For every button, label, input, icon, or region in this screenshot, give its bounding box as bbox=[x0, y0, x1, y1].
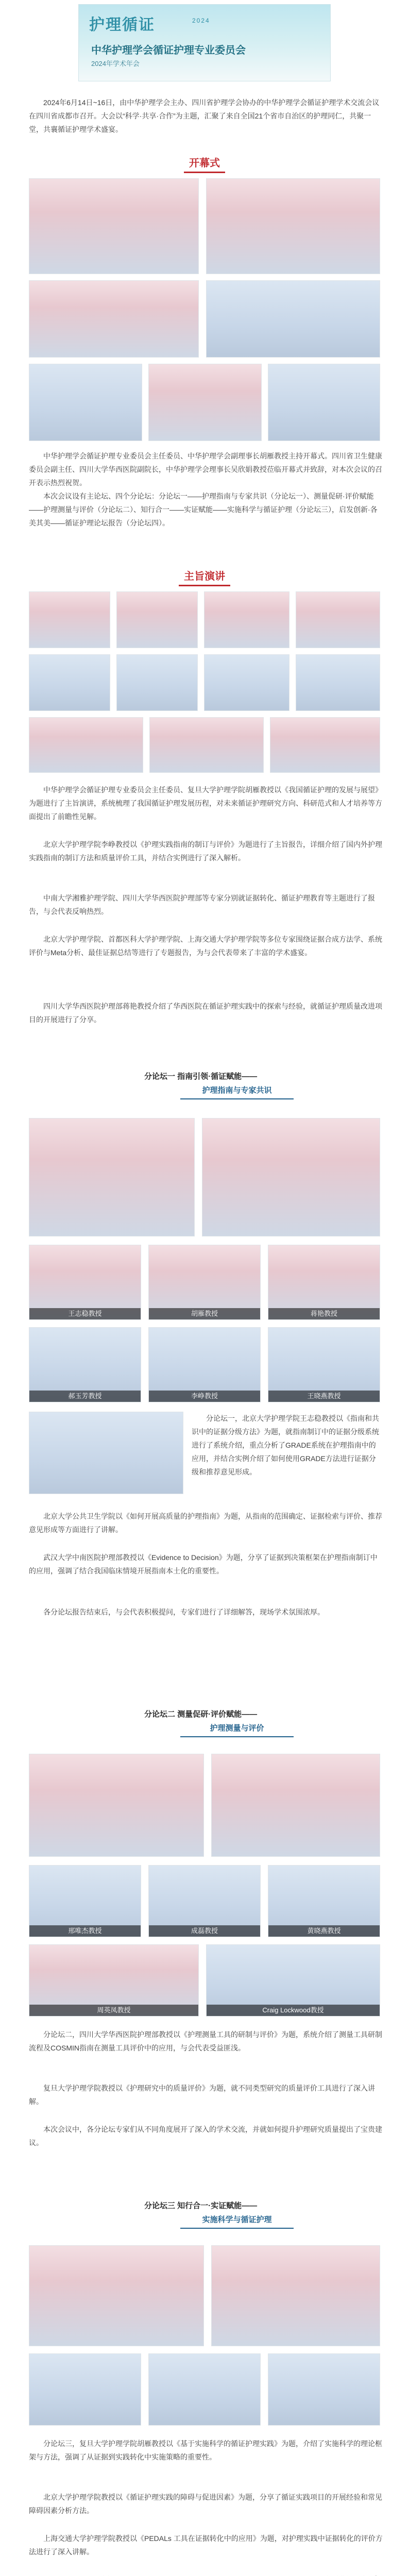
photo-opening-guest-2 bbox=[148, 364, 262, 441]
keynote-paragraph-2: 北京大学护理学院李峥教授以《护理实践指南的制订与评价》为题进行了主旨报告，详细介绍了国内外护理实践指南的制订方法和质量评价工具，并结合实例进行了深入解析。 bbox=[29, 840, 382, 862]
photo-forum3-speaker-2 bbox=[148, 2353, 261, 2426]
banner-subtitle: 2024年学术年会 bbox=[91, 60, 140, 67]
forum3-paragraph-3: 上海交通大学护理学院教授以《PEDALs 工具在证据转化中的应用》为题，对护理实践中证据转化的评价方法进行了深入讲解。 bbox=[29, 2534, 383, 2556]
forum-2-divider bbox=[180, 1736, 294, 1737]
forum1-paragraph-2: 北京大学公共卫生学院以《如何开展高质量的护理指南》为题，从指南的范围确定、证据检索与评价、推荐意见形成等方面进行了讲解。 bbox=[29, 1512, 382, 1534]
photo-keynote-6 bbox=[116, 654, 198, 711]
forum1-paragraph-3: 武汉大学中南医院护理部教授以《Evidence to Decision》为题，分享了证据到决策框架在护理指南制订中的应用，强调了结合我国临床情境开展指南本土化的重要性。 bbox=[29, 1553, 378, 1575]
photo-forum3-speaker-1 bbox=[29, 2353, 141, 2426]
keynote-paragraph-4: 北京大学护理学院、首都医科大学护理学院、上海交通大学护理学院等多位专家围绕证据合成方法学、系统评价与Meta分析、最佳证据总结等进行了专题报告，为与会代表带来了丰富的学术盛宴。 bbox=[29, 935, 382, 957]
photo-keynote-8 bbox=[296, 654, 380, 711]
photo-keynote-9 bbox=[29, 717, 143, 773]
forum-1-divider bbox=[180, 1098, 294, 1099]
header-banner bbox=[78, 4, 331, 81]
photo-opening-guest-3 bbox=[268, 364, 380, 441]
photo-forum2-speaker-5: Craig Lockwood教授 bbox=[206, 1944, 380, 2016]
forum2-paragraph-2: 复旦大学护理学院教授以《护理研究中的质量评价》为题，就不同类型研究的质量评价工具进行了深入讲解。 bbox=[29, 2084, 375, 2106]
photo-forum3-main bbox=[29, 2245, 204, 2346]
photo-forum1-speaker-5: 李峥教授 bbox=[148, 1327, 261, 1402]
photo-keynote-3 bbox=[204, 591, 289, 648]
photo-opening-audience bbox=[206, 280, 380, 358]
photo-opening-speech bbox=[206, 178, 380, 274]
photo-opening-host bbox=[29, 178, 199, 274]
banner-script-title: 护理循证 bbox=[89, 16, 155, 33]
banner-title: 中华护理学会循证护理专业委员会 bbox=[91, 45, 246, 56]
photo-forum3-hall bbox=[211, 2245, 380, 2346]
photo-forum1-main bbox=[29, 1118, 195, 1236]
photo-forum2-speaker-1: 邢唯杰教授 bbox=[29, 1865, 141, 1937]
forum-2-topic: 护理测量与评价 bbox=[210, 1724, 264, 1733]
photo-keynote-11 bbox=[270, 717, 380, 773]
photo-keynote-4 bbox=[296, 591, 380, 648]
banner-year: 2024 bbox=[192, 17, 210, 24]
photo-opening-stage bbox=[29, 280, 199, 358]
photo-forum1-speaker-4: 郝玉芳教授 bbox=[29, 1327, 141, 1402]
photo-keynote-7 bbox=[204, 654, 289, 711]
forum-1-topic: 护理指南与专家共识 bbox=[202, 1086, 272, 1095]
keynote-paragraph-5: 四川大学华西医院护理部蒋艳教授介绍了华西医院在循证护理实践中的探索与经验，就循证护理质量改进项目的开展进行了分享。 bbox=[29, 1002, 382, 1024]
forum2-paragraph-1: 分论坛二，四川大学华西医院护理部教授以《护理测量工具的研制与评价》为题，系统介绍了测量工具研制流程及COSMIN指南在测量工具评价中的应用，与会代表受益匪浅。 bbox=[29, 2030, 382, 2052]
forum-3-topic: 实施科学与循证护理 bbox=[202, 2215, 272, 2224]
photo-keynote-10 bbox=[149, 717, 264, 773]
forum1-paragraph-1: 分论坛一，北京大学护理学院王志稳教授以《指南和共识中的证据分级方法》为题，就指南制订中的证据分级系统进行了系统介绍，重点分析了GRADE系统在护理指南中的应用，并结合实例介绍了如何使用GRADE方法进行证据分级和推荐意见形成。 bbox=[192, 1414, 379, 1476]
forum2-extra: 本次会议中，各分论坛专家们从不同角度展开了深入的学术交流，并就如何提升护理研究质量提出了宝贵建议。 bbox=[29, 2125, 382, 2147]
forum-3-divider bbox=[180, 2228, 294, 2229]
photo-forum1-speaker-1: 王志稳教授 bbox=[29, 1245, 141, 1320]
photo-keynote-5 bbox=[29, 654, 110, 711]
keynote-paragraph-1: 中华护理学会循证护理专业委员会主任委员、复旦大学护理学院胡雁教授以《我国循证护理的发展与展望》为题进行了主旨演讲，系统梳理了我国循证护理发展历程，对未来循证护理研究方向、科研范式和人才培养等方面提出了前瞻性见解。 bbox=[29, 786, 382, 821]
forum-3-label: 分论坛三 知行合一·实证赋能—— bbox=[144, 2201, 258, 2210]
forum-3-heading bbox=[144, 2200, 330, 2229]
photo-forum1-speaker-2: 胡雁教授 bbox=[148, 1245, 261, 1320]
photo-keynote-2 bbox=[116, 591, 198, 648]
forum-2-label: 分论坛二 测量促研·评价赋能—— bbox=[144, 1710, 258, 1719]
opening-paragraph-1: 中华护理学会循证护理专业委员会主任委员、中华护理学会副理事长胡雁教授主持开幕式。四川省卫生健康委员会副主任、四川大学华西医院副院长，中华护理学会理事长吴欣娟教授莅临开幕式并致辞，对本次会议的召开表示热烈祝贺。 bbox=[29, 452, 382, 487]
photo-forum2-speaker-4: 周英凤教授 bbox=[29, 1944, 199, 2016]
forum1-extra: 各分论坛报告结束后，与会代表积极提问，专家们进行了详细解答，现场学术氛围浓厚。 bbox=[43, 1608, 325, 1616]
forum-2-heading bbox=[144, 1708, 330, 1737]
forum-1-heading bbox=[144, 1071, 330, 1099]
forum3-paragraph-2: 北京大学护理学院教授以《循证护理实践的障碍与促进因素》为题，分享了循证实践项目的开展经验和常见障碍因素分析方法。 bbox=[29, 2493, 382, 2515]
photo-forum1-hall bbox=[202, 1118, 380, 1236]
section-title-keynote: 主旨演讲 bbox=[0, 568, 409, 586]
photo-opening-guest-1 bbox=[29, 364, 142, 441]
forum-1-label: 分论坛一 指南引领·循证赋能—— bbox=[144, 1072, 258, 1081]
keynote-paragraph-3: 中南大学湘雅护理学院、四川大学华西医院护理部等专家分别就证据转化、循证护理教育等主题进行了报告，与会代表反响热烈。 bbox=[29, 894, 375, 916]
photo-forum2-speaker-2: 成磊教授 bbox=[148, 1865, 261, 1937]
photo-keynote-1 bbox=[29, 591, 110, 648]
forum3-paragraph-1: 分论坛三，复旦大学护理学院胡雁教授以《基于实施科学的循证护理实践》为题，介绍了实施科学的理论框架与方法，强调了从证据到实践转化中实施策略的重要性。 bbox=[29, 2439, 382, 2461]
photo-forum2-hall bbox=[211, 1754, 380, 1857]
photo-forum2-speaker-3: 黄晓燕教授 bbox=[268, 1865, 380, 1937]
forum3-extra bbox=[29, 2573, 384, 2576]
opening-paragraph-2: 本次会议设有主论坛、四个分论坛：分论坛一——护理指南与专家共识（分论坛一）、测量促研·评价赋能——护理测量与评价（分论坛二）、知行合一——实证赋能——实施科学与循证护理（分论坛三），启发创新·各美其美——循证护理论坛报告（分论坛四）。 bbox=[29, 492, 378, 527]
photo-forum2-main bbox=[29, 1754, 204, 1857]
photo-forum1-qa bbox=[29, 1412, 183, 1494]
photo-forum1-speaker-6: 王晓燕教授 bbox=[268, 1327, 380, 1402]
photo-forum1-speaker-3: 蒋艳教授 bbox=[268, 1245, 380, 1320]
intro-paragraph: 2024年6月14日~16日，由中华护理学会主办、四川省护理学会协办的中华护理学会循证护理学术交流会议在四川省成都市召开。大会以“科学·共享·合作”为主题，汇聚了来自全国21个省市自治区的护理同仁，共聚一堂，共襄循证护理学术盛宴。 bbox=[29, 98, 380, 133]
section-title-opening: 开幕式 bbox=[0, 155, 409, 173]
photo-forum3-speaker-3 bbox=[268, 2353, 380, 2426]
